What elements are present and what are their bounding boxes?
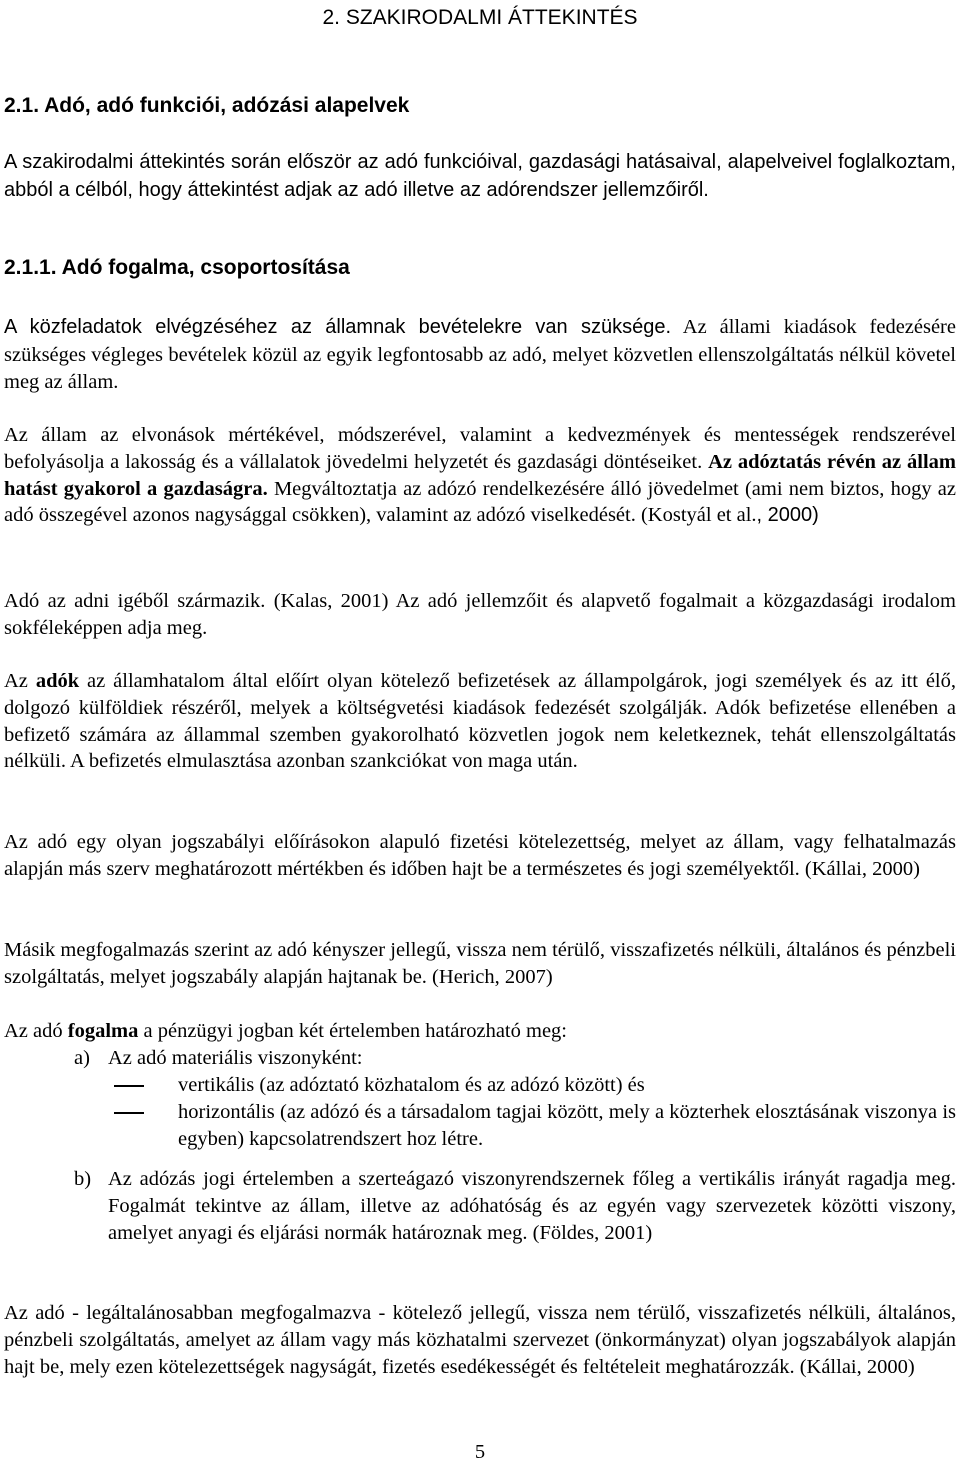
dash-bullet-icon [114, 1085, 144, 1087]
paragraph-alternative-definition: Másik megfogalmazás szerint az adó kényszer jellegű, vissza nem térülő, visszafizetés nélküli, általános és pénzbeli szolgáltatás, melyet jogszabály alapján hajtanak be. (Herich, 2007) [4, 939, 956, 988]
paragraph-text: Az adó [4, 1020, 68, 1042]
bold-term: fogalma [67, 1020, 139, 1042]
bold-term: adók [35, 670, 80, 692]
paragraph-general-definition: Az adó - legáltalánosabban megfogalmazva - kötelező jellegű, vissza nem térülő, visszafizetés nélküli, általános, pénzbeli szolgáltatás, amelyet az állam vagy más közhatalmi szervezet (önkormányzat) olyan jogszabályok alapján hajt be, mely ezen kötelezettségek nagyságát, fizetés esedékességét és feltételeit meghatározzák. (Kállai, 2000) [4, 1302, 956, 1378]
bold-statement: Az adóztatás révén az állam hatást gyakorol a gazdaságra. [4, 450, 956, 500]
paragraph-state-influence [4, 422, 956, 529]
paragraph-text: Az [4, 670, 36, 692]
citation-year: , 2000) [756, 504, 819, 527]
paragraph-etymology: Adó az adni igéből származik. (Kalas, 2001) Az adó jellemzőit és alapvető fogalmait a közgazdasági irodalom sokféleképpen adja meg. [4, 590, 956, 639]
paragraph-legal-obligation: Az adó egy olyan jogszabályi előírásokon alapuló fizetési kötelezettség, melyet az állam, vagy felhatalmazás alapján más szerv meghatározott mértékben és időben hajt be a természetes és jogi személyektől. (Kállai, 2000) [4, 831, 956, 880]
paragraph-public-revenue [4, 314, 956, 397]
paragraph-serif-part: Az állami kiadások fedezésére szükséges végleges bevételek közül az egyik legfontosabb az adó, melyet közvetlen ellenszolgáltatás nélkül követel meg az állam. [4, 316, 956, 393]
paragraph-tax-definition [4, 668, 956, 775]
chapter-title: 2. SZAKIRODALMI ÁTTEKINTÉS [322, 6, 638, 29]
paragraph-financial-law [4, 1018, 956, 1045]
paragraph-sans-part: A közfeladatok elvégzéséhez az államnak bevételekre van szüksége. [4, 316, 672, 338]
intro-paragraph: A szakirodalmi áttekintés során először az adó funkcióival, gazdasági hatásaival, alapelveivel foglalkoztam, abból a célból, hogy áttekintést adjak az adó illetve az adórendszer jellemzőiről. [4, 151, 956, 201]
section-title: 2.1. Adó, adó funkciói, adózási alapelvek [4, 94, 410, 117]
sublist-item-text: vertikális (az adóztató közhatalom és az adózó között) és [178, 1074, 645, 1096]
page-number: 5 [474, 1441, 486, 1463]
list-marker: a) [74, 1047, 90, 1069]
dash-bullet-icon [114, 1112, 144, 1114]
subsection-title: 2.1.1. Adó fogalma, csoportosítása [4, 256, 350, 279]
sublist-item-text: horizontális (az adózó és a társadalom tagjai között, mely a közterhek elosztásának viszonya is egyben) kapcsolatrendszert hoz létre. [178, 1101, 956, 1150]
paragraph-text: az államhatalom által előírt olyan kötelező befizetések az állampolgárok, jogi személyek és az itt élő, dolgozó külföldiek részéről, melyek a költségvetési kiadások fedezését szolgálják. Adók befizetése ellenében a befizető számára az állammal szemben gyakorolható közvetlen jogok nem keletkeznek, tehát ellenszolgáltatás nélküli. A befizetés elmulasztása azonban szankciókat von maga után. [4, 670, 957, 773]
list-item-text: Az adó materiális viszonyként: [108, 1047, 363, 1069]
paragraph-text: Az állam az elvonások mértékével, módszerével, valamint a kedvezmények és mentességek rendszerével befolyásolja a lakosság és a vállalatok jövedelmi helyzetét és gazdasági döntéseiket. [4, 424, 956, 473]
list-item-text: Az adózás jogi értelemben a szerteágazó viszonyrendszernek főleg a vertikális irányát ragadja meg. Fogalmát tekintve az állam, illetve az adóhatóság és az egyén vagy szervezetek közötti viszony, amelyet anyagi és eljárási normák határoznak meg. (Földes, 2001) [108, 1168, 956, 1244]
paragraph-text: a pénzügyi jogban két értelemben határozható meg: [138, 1020, 567, 1042]
paragraph-text: Megváltoztatja az adózó rendelkezésére álló jövedelmet (ami nem biztos, hogy az adó összegével azonos nagysággal csökken), valamint az adózó viselkedését. (Kostyál et al. [4, 477, 956, 527]
list-marker: b) [74, 1168, 92, 1190]
